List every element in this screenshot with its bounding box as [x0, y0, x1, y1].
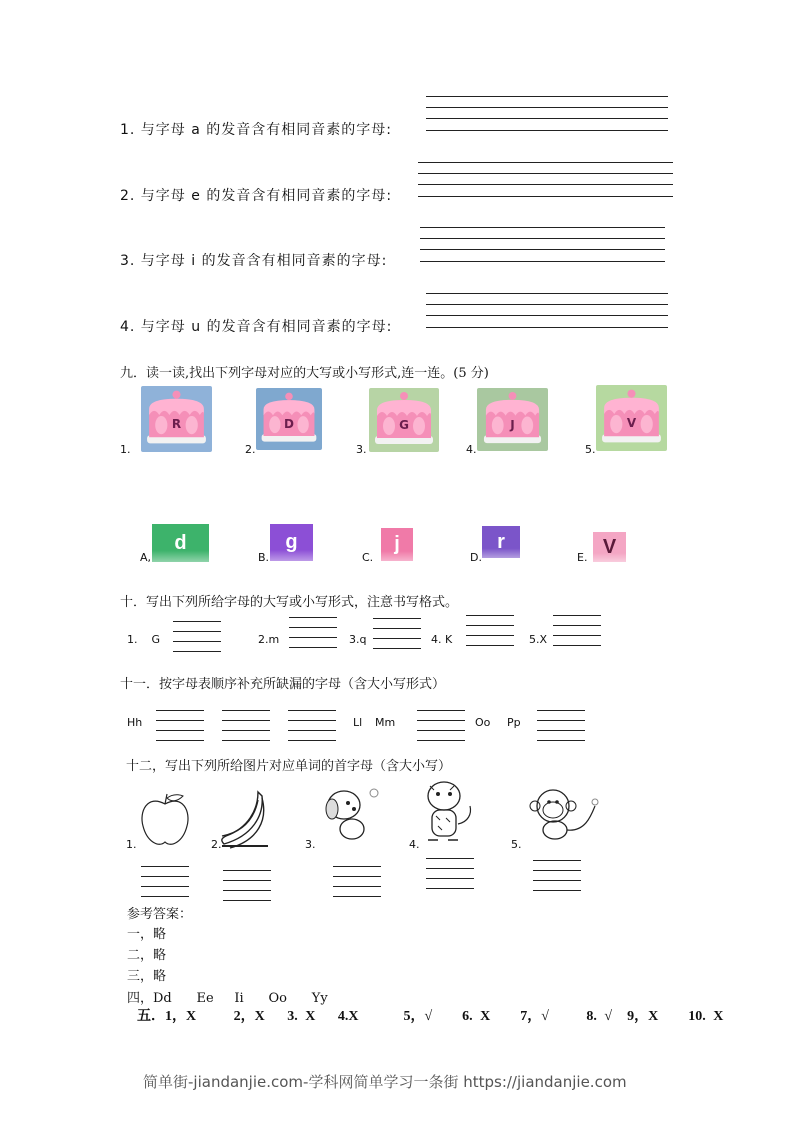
- writing-lines: [533, 860, 581, 890]
- card-number: E.: [577, 551, 588, 564]
- writing-lines: [333, 866, 381, 896]
- picture-number: 2.: [211, 838, 222, 851]
- cake-icon: [596, 385, 667, 451]
- writing-lines: [288, 710, 336, 740]
- cake-letter: R: [171, 417, 182, 432]
- question-3: 3. 与字母 i 的发音含有相同音素的字母:: [120, 253, 388, 269]
- cake-number: 5.: [585, 443, 596, 456]
- cake-icon: [369, 388, 439, 452]
- letter-pair: Hh: [127, 716, 143, 729]
- letter-card: g: [270, 524, 313, 561]
- letter-pair: Ll: [353, 716, 363, 729]
- section11-title: 十一．按字母表顺序补充所缺漏的字母（含大小写形式）: [120, 677, 446, 692]
- letter-card: V: [593, 532, 626, 562]
- cake-letter: V: [626, 416, 637, 431]
- banana-icon: [218, 790, 270, 850]
- monkey-icon: [525, 786, 599, 842]
- card-number: C.: [362, 551, 374, 564]
- writing-lines: [553, 615, 601, 645]
- writing-lines: [426, 858, 474, 888]
- letter-card: j: [381, 528, 413, 561]
- writing-lines: [141, 866, 189, 896]
- writing-lines: [417, 710, 465, 740]
- picture-number: 1.: [126, 838, 137, 851]
- question-1: 1. 与字母 a 的发音含有相同音素的字母:: [120, 122, 393, 138]
- dog-icon: [318, 785, 380, 845]
- writing-lines: [222, 710, 270, 740]
- card-number: B.: [258, 551, 270, 564]
- answers-heading: 参考答案：: [127, 907, 193, 922]
- writing-lines: [373, 618, 421, 648]
- card-number: D.: [470, 551, 482, 564]
- letter-pair: Oo: [475, 716, 491, 729]
- footer-text: 简单街-jiandanjie.com-学科网简单学习一条街 https://jiandanjie.com: [143, 1073, 627, 1091]
- answer-line-5: 五．1，X 2，X 3. X 4.X 5，√ 6. X 7，√ 8. √ 9，X 10. X: [137, 1009, 724, 1024]
- cake-icon: [256, 388, 322, 450]
- cake-letter: G: [399, 418, 409, 433]
- writing-lines: [289, 617, 337, 647]
- cake-number: 1.: [120, 443, 131, 456]
- letter-card: d: [152, 524, 209, 562]
- letter-prompt: 5.X: [529, 633, 548, 646]
- letter-prompt: 2.m: [258, 633, 280, 646]
- writing-lines: [173, 621, 221, 651]
- section12-title: 十二，写出下列所给图片对应单词的首字母（含大小写）: [126, 759, 452, 774]
- picture-number: 3.: [305, 838, 316, 851]
- section10-title: 十．写出下列所给字母的大写或小写形式，注意书写格式。: [120, 595, 459, 610]
- picture-number: 5.: [511, 838, 522, 851]
- answer-lines-1: [426, 96, 668, 132]
- answer-line-2: 二，略: [127, 948, 167, 963]
- question-2: 2. 与字母 e 的发音含有相同音素的字母:: [120, 188, 393, 204]
- letter-card: r: [482, 526, 520, 558]
- answer-lines-2: [418, 162, 673, 198]
- cake-icon: [141, 386, 212, 452]
- answer-line-4: 四，Dd Ee Ii Oo Yy: [127, 991, 328, 1006]
- tiger-icon: [418, 778, 476, 850]
- apple-icon: [137, 790, 193, 848]
- letter-prompt: 4. K: [431, 633, 453, 646]
- answer-lines-4: [426, 293, 668, 329]
- letter-pair: Mm: [375, 716, 396, 729]
- answer-line-3: 三，略: [127, 969, 167, 984]
- letter-prompt: 1. G: [127, 633, 161, 646]
- cake-letter: J: [510, 417, 515, 432]
- picture-number: 4.: [409, 838, 420, 851]
- question-4: 4. 与字母 u 的发音含有相同音素的字母:: [120, 319, 393, 335]
- cake-icon: [477, 388, 548, 451]
- answer-lines-3: [420, 227, 665, 263]
- card-number: A,: [140, 551, 152, 564]
- cake-letter: D: [284, 417, 294, 432]
- writing-lines: [537, 710, 585, 740]
- letter-pair: Pp: [507, 716, 521, 729]
- writing-lines: [466, 615, 514, 645]
- section9-title: 九．读一读,找出下列字母对应的大写或小写形式,连一连。(5 分): [120, 366, 489, 381]
- writing-lines: [156, 710, 204, 740]
- cake-number: 2.: [245, 443, 256, 456]
- cake-number: 4.: [466, 443, 477, 456]
- letter-prompt: 3.q: [349, 633, 367, 646]
- cake-number: 3.: [356, 443, 367, 456]
- answer-line-1: 一，略: [127, 927, 167, 942]
- writing-lines: [223, 870, 271, 900]
